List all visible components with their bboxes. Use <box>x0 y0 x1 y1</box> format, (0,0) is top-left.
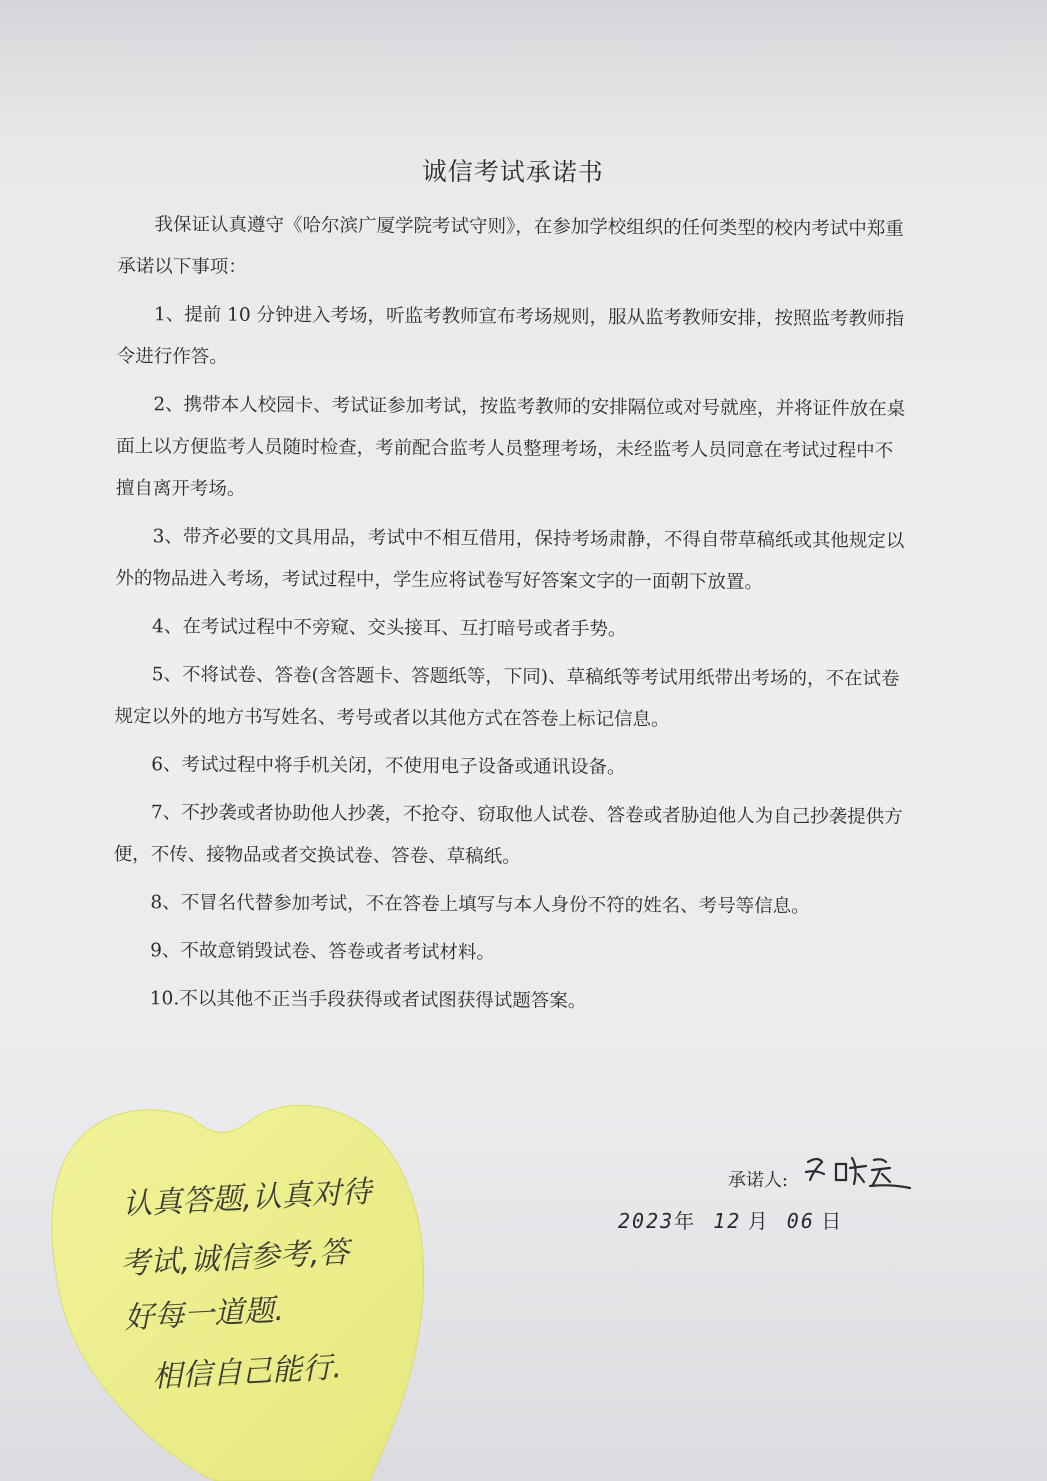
sticky-note-line-3: 好每一道题. <box>123 1292 285 1337</box>
date-day-unit: 日 <box>821 1209 842 1233</box>
intro-paragraph: 我保证认真遵守《哈尔滨广厦学院考试守则》，在参加学校组织的任何类型的校内考试中郑重承诺以下事项： <box>117 214 904 278</box>
signature-label: 承诺人: <box>728 1170 789 1191</box>
rule-paragraph-8: 8、不冒名代替参加考试，不在答卷上填写与本人身份不符的姓名、考号等信息。 <box>150 892 810 918</box>
rule-paragraph-1: 1、提前 10 分钟进入考场，听监考教师宣布考场规则，服从监考教师安排，按照监考教师指令进行作答。 <box>116 304 905 368</box>
rule-paragraph-4: 4、在考试过程中不旁窥、交头接耳、互打暗号或者手势。 <box>152 616 627 641</box>
rule-paragraph-7: 7、不抄袭或者协助他人抄袭，不抢夺、窃取他人试卷、答卷或者胁迫他人为自己抄袭提供方便，不传、接物品或者交换试卷、答卷、草稿纸。 <box>113 802 903 868</box>
sticky-note-line-1: 认真答题,认真对待 <box>121 1174 373 1223</box>
rule-paragraph-6: 6、考试过程中将手机关闭，不使用电子设备或通讯设备。 <box>151 754 626 779</box>
pledge-document <box>113 150 908 1025</box>
signature-date <box>618 1205 841 1234</box>
document-title: 诚信考试承诺书 <box>421 156 604 187</box>
rule-paragraph-9: 9、不故意销毁试卷、答卷或者考试材料。 <box>150 940 495 964</box>
rule-paragraph-10: 10.不以其他不正当手段获得或者试图获得试题答案。 <box>149 988 587 1012</box>
date-day: 06 <box>786 1209 815 1233</box>
sticky-note-line-2: 考试,诚信参考,答 <box>119 1235 351 1282</box>
heart-sticky-note <box>40 1095 430 1481</box>
date-year-unit: 年 <box>674 1209 695 1233</box>
sticky-note-line-4: 相信自己能行. <box>151 1350 343 1395</box>
date-month-unit: 月 <box>747 1209 768 1233</box>
rule-paragraph-3: 3、带齐必要的文具用品，考试中不相互借用，保持考场肃静，不得自带草稿纸或其他规定以外的物品进入考场，考试过程中，学生应将试卷写好答案文字的一面朝下放置。 <box>115 526 905 593</box>
rule-paragraph-5: 5、不将试卷、答卷(含答题卡、答题纸等，下同)、草稿纸等考试用纸带出考场的，不在试卷规定以外的地方书写姓名、考号或者以其他方式在答卷上标记信息。 <box>114 664 900 731</box>
handwritten-signature <box>800 1150 915 1195</box>
date-month: 12 <box>713 1209 742 1233</box>
date-year: 2023 <box>618 1209 675 1233</box>
rule-paragraph-2: 2、携带本人校园卡、考试证参加考试，按监考教师的安排隔位或对号就座，并将证件放在桌面上以方便监考人员随时检查，考前配合监考人员整理考场，未经监考人员同意在考试过程中不擅自离开考场。 <box>115 394 906 500</box>
